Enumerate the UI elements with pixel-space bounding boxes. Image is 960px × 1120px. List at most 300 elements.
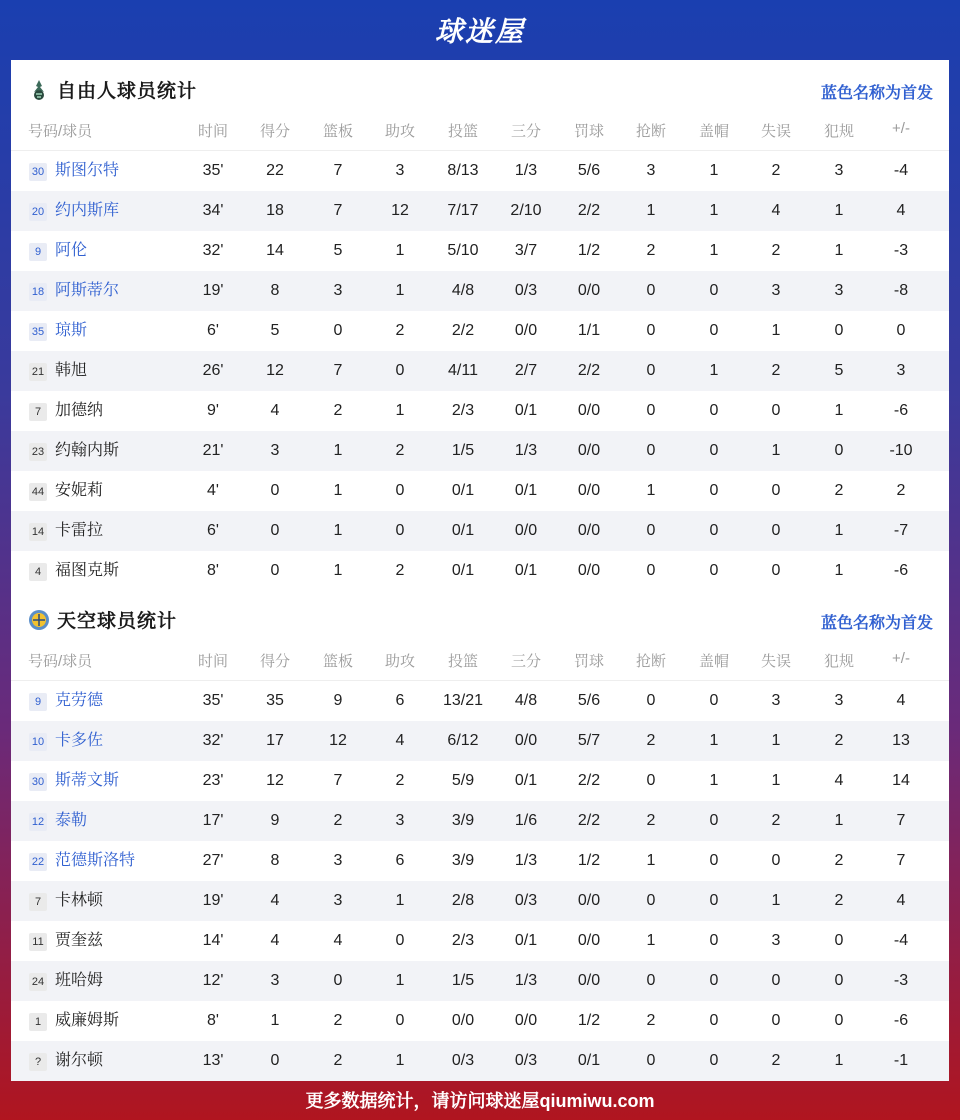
- player-name[interactable]: 卡林顿: [55, 892, 104, 909]
- player-row: [11, 431, 949, 471]
- stat-cell: 13/21: [442, 692, 484, 709]
- stat-cell: 0/1: [451, 522, 475, 539]
- stat-cell: 14: [266, 242, 284, 259]
- stat-cell: 0/0: [577, 282, 601, 299]
- player-name[interactable]: 阿斯蒂尔: [55, 282, 120, 299]
- player-row: [11, 271, 949, 311]
- stat-cell: 2: [333, 402, 343, 419]
- stat-cell: 1/5: [451, 442, 475, 459]
- stat-cell: 3: [646, 162, 656, 179]
- stat-cell: -7: [893, 522, 909, 539]
- stat-cell: 5: [834, 362, 844, 379]
- stat-cell: 2/3: [451, 402, 475, 419]
- stat-cell: 2/2: [451, 322, 475, 339]
- column-header: 三分: [510, 123, 542, 140]
- jersey-number: 23: [29, 443, 47, 461]
- stats-panel: [11, 60, 949, 1080]
- column-header: 投篮: [447, 123, 479, 140]
- player-name[interactable]: 卡多佐: [55, 732, 104, 749]
- stat-cell: 0: [646, 402, 656, 419]
- stat-cell: 0: [646, 562, 656, 579]
- column-header: +/-: [892, 650, 910, 667]
- stat-cell: 6': [207, 322, 219, 339]
- column-header: 抢断: [635, 653, 667, 670]
- player-row: [11, 1001, 949, 1041]
- stat-cell: 8: [270, 282, 280, 299]
- stat-cell: 3: [834, 692, 844, 709]
- player-name[interactable]: 琼斯: [55, 322, 88, 339]
- jersey-number: 12: [29, 813, 47, 831]
- stat-cell: 1: [709, 242, 719, 259]
- jersey-number: 10: [29, 733, 47, 751]
- column-header: 得分: [259, 123, 291, 140]
- stat-cell: 0: [270, 562, 280, 579]
- player-row: [11, 681, 949, 721]
- player-name[interactable]: 范德斯洛特: [55, 852, 136, 869]
- stat-cell: 1: [646, 932, 656, 949]
- stat-cell: 2: [896, 482, 906, 499]
- stat-cell: 2: [646, 1012, 656, 1029]
- stat-cell: 2/3: [451, 932, 475, 949]
- jersey-number: 14: [29, 523, 47, 541]
- stat-cell: 3/9: [451, 852, 475, 869]
- stat-cell: 6/12: [447, 732, 479, 749]
- stat-cell: 2: [771, 1052, 781, 1069]
- stat-cell: 1/2: [577, 852, 601, 869]
- stat-cell: 2/2: [577, 772, 601, 789]
- stat-cell: 5: [333, 242, 343, 259]
- player-name[interactable]: 约内斯库: [55, 202, 120, 219]
- stat-cell: 5/10: [447, 242, 479, 259]
- stat-cell: 0/1: [514, 482, 538, 499]
- stat-cell: 8: [270, 852, 280, 869]
- stat-cell: 1/3: [514, 852, 538, 869]
- stat-cell: 0/0: [577, 402, 601, 419]
- player-name[interactable]: 福图克斯: [55, 562, 120, 579]
- stat-cell: 0: [709, 1012, 719, 1029]
- team-header: [11, 60, 949, 120]
- stat-cell: 8/13: [447, 162, 479, 179]
- player-row: [11, 961, 949, 1001]
- column-header: 失误: [760, 123, 792, 140]
- stat-cell: 34': [202, 202, 224, 219]
- stat-cell: -3: [893, 242, 909, 259]
- stat-cell: 2/2: [577, 362, 601, 379]
- stat-cell: 1/2: [577, 242, 601, 259]
- stat-cell: 0: [896, 322, 906, 339]
- stat-cell: 1: [333, 562, 343, 579]
- stat-cell: 19': [202, 282, 224, 299]
- stat-cell: -4: [893, 162, 909, 179]
- stat-cell: 5: [270, 322, 280, 339]
- stat-cell: 0/0: [514, 732, 538, 749]
- player-row: [11, 151, 949, 191]
- stat-cell: 3: [395, 812, 405, 829]
- stat-cell: 0: [270, 1052, 280, 1069]
- stat-cell: 5/9: [451, 772, 475, 789]
- stat-cell: 12: [391, 202, 409, 219]
- player-name[interactable]: 斯蒂文斯: [55, 772, 120, 789]
- stat-cell: 1: [771, 892, 781, 909]
- player-row: [11, 231, 949, 271]
- stat-cell: 0: [709, 482, 719, 499]
- stat-cell: 0: [709, 892, 719, 909]
- stat-cell: 0: [771, 402, 781, 419]
- stat-cell: 0/0: [514, 322, 538, 339]
- player-name[interactable]: 威廉姆斯: [55, 1012, 120, 1029]
- player-name[interactable]: 约翰内斯: [55, 442, 120, 459]
- column-header: 得分: [259, 653, 291, 670]
- stat-cell: -6: [893, 1012, 909, 1029]
- player-row: [11, 551, 949, 591]
- stat-cell: 3: [270, 972, 280, 989]
- stat-cell: 0: [771, 1012, 781, 1029]
- stat-cell: 35': [202, 692, 224, 709]
- column-header-row: [11, 650, 949, 681]
- stat-cell: 0: [709, 402, 719, 419]
- stat-cell: 2/2: [577, 812, 601, 829]
- stat-cell: -10: [889, 442, 913, 459]
- stat-cell: 14': [202, 932, 224, 949]
- player-name[interactable]: 安妮莉: [55, 482, 104, 499]
- stat-cell: 1: [395, 242, 405, 259]
- stat-cell: 1: [270, 1012, 280, 1029]
- stat-cell: 6: [395, 852, 405, 869]
- stat-cell: 1: [709, 202, 719, 219]
- column-header: 篮板: [322, 123, 354, 140]
- stat-cell: 2: [395, 322, 405, 339]
- brand-logo: 球迷屋: [434, 16, 525, 47]
- stat-cell: 4: [333, 932, 343, 949]
- stat-cell: 4: [896, 892, 906, 909]
- stat-cell: 1: [333, 522, 343, 539]
- stat-cell: 9: [270, 812, 280, 829]
- column-header: 盖帽: [698, 123, 730, 140]
- stat-cell: 4: [395, 732, 405, 749]
- player-name[interactable]: 阿伦: [55, 242, 88, 259]
- jersey-number: 11: [29, 933, 47, 951]
- stat-cell: 0: [709, 562, 719, 579]
- stat-cell: 0: [646, 522, 656, 539]
- stat-cell: 3: [771, 282, 781, 299]
- stat-cell: 0/1: [514, 772, 538, 789]
- player-row: [11, 511, 949, 551]
- stat-cell: 0: [395, 932, 405, 949]
- team-title: 天空球员统计: [57, 611, 178, 632]
- stat-cell: 0/1: [451, 562, 475, 579]
- stat-cell: 2/8: [451, 892, 475, 909]
- stat-cell: 0: [771, 522, 781, 539]
- player-name[interactable]: 谢尔顿: [55, 1052, 104, 1069]
- stat-cell: 1/6: [514, 812, 538, 829]
- sky-logo-icon: [27, 608, 51, 632]
- stat-cell: 4: [896, 202, 906, 219]
- stat-cell: 2: [395, 772, 405, 789]
- player-name[interactable]: 韩旭: [55, 362, 88, 379]
- column-header: 篮板: [322, 653, 354, 670]
- stat-cell: 35: [266, 692, 284, 709]
- stat-cell: 2: [333, 812, 343, 829]
- stat-cell: 7: [333, 202, 343, 219]
- player-row: [11, 921, 949, 961]
- player-name[interactable]: 克劳德: [55, 692, 104, 709]
- stat-cell: 1: [709, 162, 719, 179]
- stat-cell: 0: [771, 562, 781, 579]
- stat-cell: 3: [771, 932, 781, 949]
- footer-note: 更多数据统计，请访问球迷屋qiumiwu.com: [305, 1091, 655, 1111]
- stat-cell: -1: [893, 1052, 909, 1069]
- stat-cell: 1: [395, 1052, 405, 1069]
- stat-cell: 13': [202, 1052, 224, 1069]
- column-header: 失误: [760, 653, 792, 670]
- stat-cell: 0: [709, 972, 719, 989]
- stat-cell: 0: [709, 282, 719, 299]
- liberty-logo-icon: [27, 78, 51, 102]
- stat-cell: 18: [266, 202, 284, 219]
- stat-cell: 8': [207, 562, 219, 579]
- column-header: 时间: [197, 653, 229, 670]
- stat-cell: 0/1: [514, 402, 538, 419]
- stat-cell: 0: [771, 482, 781, 499]
- stat-cell: 26': [202, 362, 224, 379]
- stat-cell: 32': [202, 242, 224, 259]
- stat-cell: 3: [834, 282, 844, 299]
- stat-cell: 1: [834, 402, 844, 419]
- stat-cell: 7: [333, 162, 343, 179]
- stat-cell: 3: [333, 892, 343, 909]
- player-name[interactable]: 贾奎兹: [55, 932, 104, 949]
- stat-cell: 0: [270, 522, 280, 539]
- stat-cell: 1: [834, 202, 844, 219]
- stat-cell: 0: [333, 322, 343, 339]
- stat-cell: 0/0: [577, 892, 601, 909]
- stat-cell: 0/3: [451, 1052, 475, 1069]
- stat-cell: 4: [270, 402, 280, 419]
- stat-cell: 1: [646, 852, 656, 869]
- stat-cell: 0: [709, 522, 719, 539]
- stat-cell: 1/1: [577, 322, 601, 339]
- stat-cell: 1: [771, 322, 781, 339]
- column-header: 罚球: [573, 123, 605, 140]
- stat-cell: 0: [646, 892, 656, 909]
- stat-cell: 1: [834, 1052, 844, 1069]
- stat-cell: 1: [646, 482, 656, 499]
- player-name[interactable]: 泰勒: [55, 812, 88, 829]
- player-name[interactable]: 加德纳: [55, 402, 104, 419]
- stat-cell: -8: [893, 282, 909, 299]
- jersey-number: 44: [29, 483, 47, 501]
- stat-cell: 1: [395, 972, 405, 989]
- player-row: [11, 1041, 949, 1081]
- stat-cell: 0/1: [451, 482, 475, 499]
- starter-legend: 蓝色名称为首发: [820, 615, 933, 632]
- stat-cell: 2: [834, 482, 844, 499]
- stat-cell: 1/5: [451, 972, 475, 989]
- column-header: 号码/球员: [28, 123, 93, 140]
- team-section-liberty: [11, 60, 949, 591]
- stat-cell: 7: [333, 772, 343, 789]
- stat-cell: -4: [893, 932, 909, 949]
- stat-cell: 2/2: [577, 202, 601, 219]
- stat-cell: 1/3: [514, 442, 538, 459]
- stat-cell: 5/7: [577, 732, 601, 749]
- team-header: [11, 590, 949, 650]
- stat-cell: 0/0: [451, 1012, 475, 1029]
- jersey-number: 30: [29, 773, 47, 791]
- stat-cell: 0/0: [577, 972, 601, 989]
- player-row: [11, 191, 949, 231]
- jersey-number: 9: [29, 693, 47, 711]
- stat-cell: 0/0: [514, 522, 538, 539]
- column-header: 犯规: [823, 123, 855, 140]
- stat-cell: 0: [709, 932, 719, 949]
- stat-cell: 0: [395, 1012, 405, 1029]
- stat-cell: 4: [896, 692, 906, 709]
- player-row: [11, 351, 949, 391]
- player-row: [11, 761, 949, 801]
- stat-cell: 12: [266, 362, 284, 379]
- team-title: 自由人球员统计: [57, 81, 198, 102]
- stat-cell: 0: [646, 442, 656, 459]
- stat-cell: 1: [834, 812, 844, 829]
- stat-cell: 0/0: [514, 1012, 538, 1029]
- player-name[interactable]: 卡雷拉: [55, 522, 104, 539]
- stat-cell: 4': [207, 482, 219, 499]
- stat-cell: 2/7: [514, 362, 538, 379]
- stat-cell: 0: [333, 972, 343, 989]
- stat-cell: 1: [771, 732, 781, 749]
- stat-cell: 0: [395, 362, 405, 379]
- player-row: [11, 801, 949, 841]
- jersey-number: 7: [29, 893, 47, 911]
- stat-cell: 0: [646, 972, 656, 989]
- stat-cell: 27': [202, 852, 224, 869]
- jersey-number: 30: [29, 163, 47, 181]
- stat-cell: 7: [896, 852, 906, 869]
- stat-cell: 3/7: [514, 242, 538, 259]
- stat-cell: 0/0: [577, 442, 601, 459]
- stat-cell: 1/3: [514, 972, 538, 989]
- stat-cell: 4/8: [514, 692, 538, 709]
- stat-cell: 1: [834, 522, 844, 539]
- stat-cell: 0: [646, 362, 656, 379]
- jersey-number: 20: [29, 203, 47, 221]
- stat-cell: 2: [771, 362, 781, 379]
- player-row: [11, 841, 949, 881]
- stat-cell: 0: [395, 482, 405, 499]
- stat-cell: 0: [771, 972, 781, 989]
- stat-cell: 8': [207, 1012, 219, 1029]
- stat-cell: 12: [329, 732, 347, 749]
- stat-cell: 0: [709, 812, 719, 829]
- stat-cell: 4: [771, 202, 781, 219]
- stat-cell: 0: [834, 322, 844, 339]
- column-header: 犯规: [823, 653, 855, 670]
- stat-cell: 0: [646, 772, 656, 789]
- stat-cell: 0: [709, 1052, 719, 1069]
- player-name[interactable]: 班哈姆: [55, 972, 104, 989]
- stat-cell: 2: [771, 162, 781, 179]
- stat-cell: 1: [709, 732, 719, 749]
- stat-cell: 2: [646, 732, 656, 749]
- stat-cell: 0/0: [577, 932, 601, 949]
- column-header: 助攻: [384, 123, 416, 140]
- starter-legend: 蓝色名称为首发: [820, 85, 933, 102]
- player-row: [11, 471, 949, 511]
- stat-cell: 5/6: [577, 162, 601, 179]
- stat-cell: 3: [333, 282, 343, 299]
- stat-cell: 3: [270, 442, 280, 459]
- player-row: [11, 391, 949, 431]
- column-header: 号码/球员: [28, 653, 93, 670]
- stat-cell: 0: [646, 692, 656, 709]
- column-header: 助攻: [384, 653, 416, 670]
- stat-cell: 0/1: [514, 932, 538, 949]
- jersey-number: 21: [29, 363, 47, 381]
- stat-cell: 5/6: [577, 692, 601, 709]
- column-header: 盖帽: [698, 653, 730, 670]
- player-row: [11, 881, 949, 921]
- stat-cell: 0/3: [514, 1052, 538, 1069]
- player-row: [11, 721, 949, 761]
- stat-cell: 1: [395, 282, 405, 299]
- stat-cell: 3: [771, 692, 781, 709]
- stat-cell: 4/11: [448, 362, 478, 379]
- player-row: [11, 311, 949, 351]
- stat-cell: 9: [333, 692, 343, 709]
- column-header: 罚球: [573, 653, 605, 670]
- stat-cell: 4: [270, 932, 280, 949]
- column-header: 抢断: [635, 123, 667, 140]
- stat-cell: 4: [834, 772, 844, 789]
- stat-cell: 3/9: [451, 812, 475, 829]
- stat-cell: 1: [709, 772, 719, 789]
- stat-cell: 0: [834, 442, 844, 459]
- column-header-row: [11, 120, 949, 151]
- stat-cell: 2: [834, 732, 844, 749]
- stat-cell: 2: [395, 562, 405, 579]
- stat-cell: 1: [771, 442, 781, 459]
- stat-cell: 2: [834, 852, 844, 869]
- stat-cell: 2: [646, 812, 656, 829]
- player-name[interactable]: 斯图尔特: [55, 162, 120, 179]
- jersey-number: 22: [29, 853, 47, 871]
- stat-cell: 35': [202, 162, 224, 179]
- stat-cell: 0/0: [577, 482, 601, 499]
- stat-cell: 1: [709, 362, 719, 379]
- stat-cell: 2: [834, 892, 844, 909]
- stat-cell: 0: [834, 932, 844, 949]
- stat-cell: 4/8: [451, 282, 475, 299]
- stat-cell: 14: [892, 772, 910, 789]
- stat-cell: 0: [270, 482, 280, 499]
- stat-cell: 2: [646, 242, 656, 259]
- stat-cell: 2/10: [510, 202, 542, 219]
- stat-cell: 0: [709, 692, 719, 709]
- stat-cell: 3: [834, 162, 844, 179]
- stat-cell: 19': [202, 892, 224, 909]
- stat-cell: 1: [646, 202, 656, 219]
- stat-cell: 0/3: [514, 282, 538, 299]
- stat-cell: 3: [896, 362, 906, 379]
- stat-cell: 0: [709, 322, 719, 339]
- stat-cell: 1: [395, 892, 405, 909]
- stat-cell: 0: [834, 972, 844, 989]
- stat-cell: 2: [333, 1012, 343, 1029]
- column-header: 三分: [510, 653, 542, 670]
- stat-cell: 0: [709, 442, 719, 459]
- stat-cell: 0: [646, 322, 656, 339]
